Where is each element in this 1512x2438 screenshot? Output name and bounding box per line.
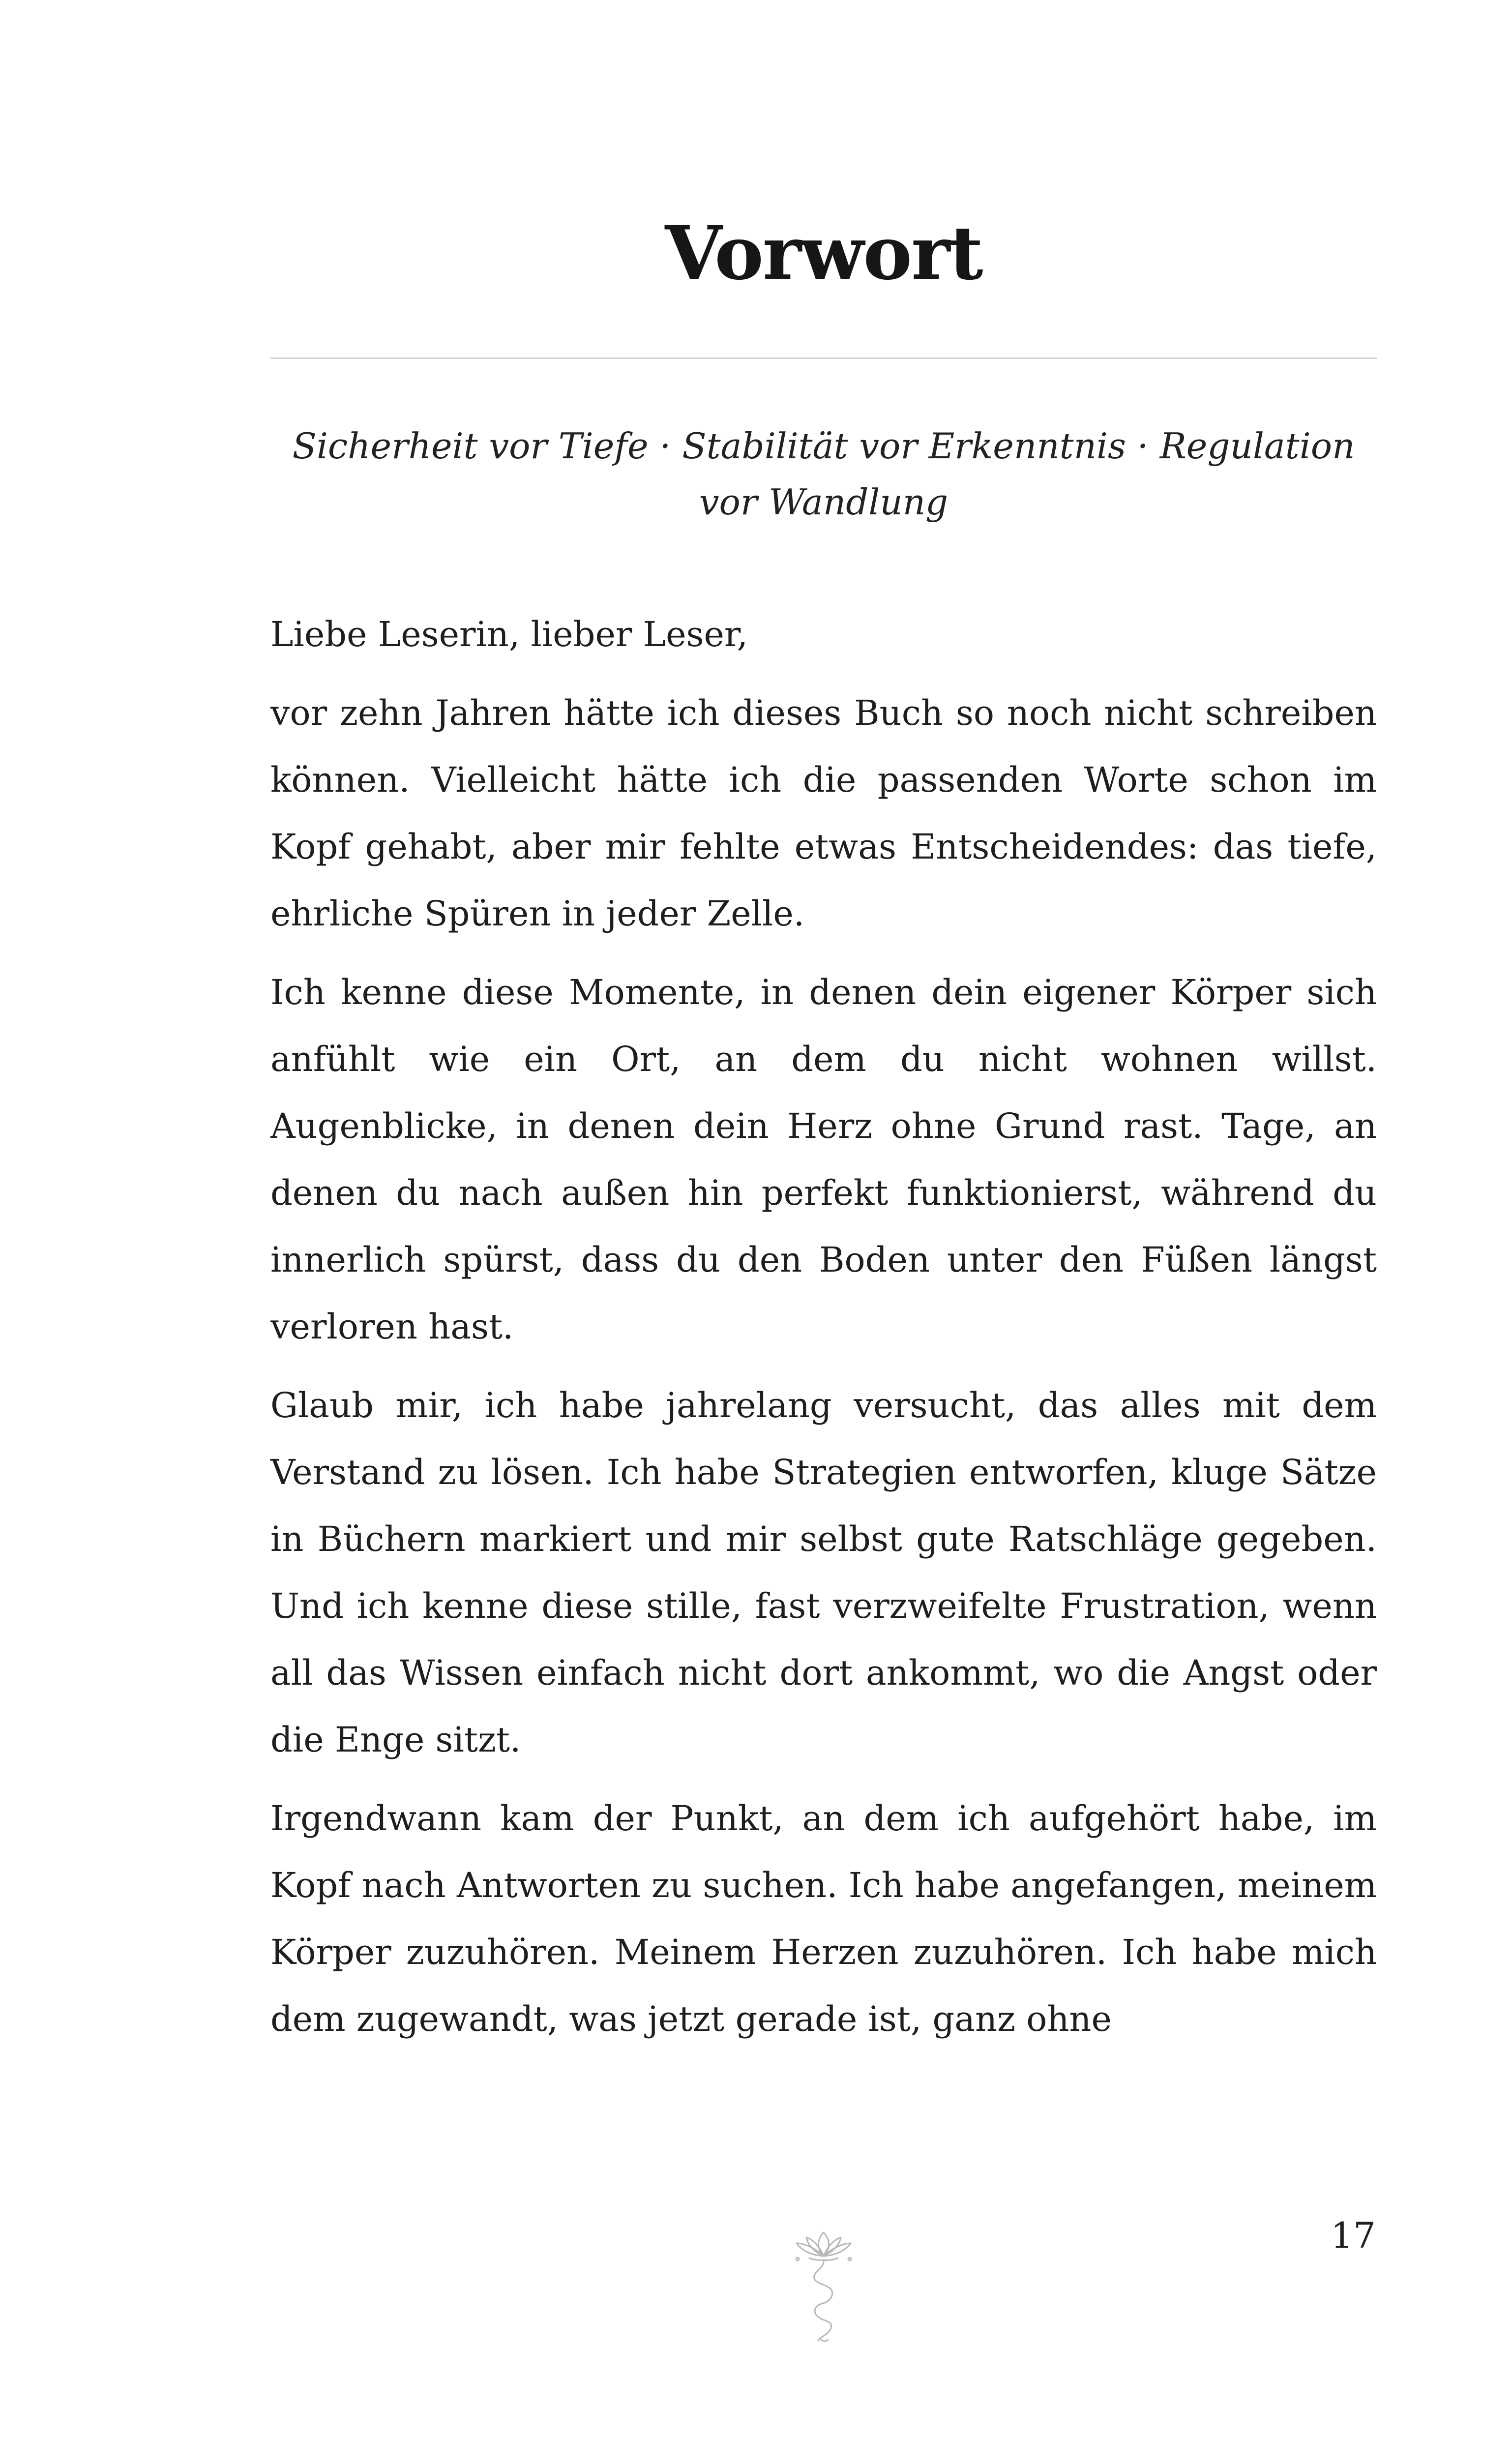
paragraph: vor zehn Jahren hätte ich dieses Buch so noch nicht schreiben können. Vielleicht hätte ich die passenden Worte schon im Kopf gehabt, aber mir fehlte etwas Entscheidendes: das tiefe, ehrliche Spüren in jeder Zelle. — [270, 693, 1377, 934]
chapter-title: Vorwort — [665, 210, 982, 297]
body-text — [270, 601, 1377, 2064]
paragraph: Irgendwann kam der Punkt, an dem ich aufgehört habe, im Kopf nach Antworten zu suchen. Ich habe angefangen, meinem Körper zuzuhören. Meinem Herzen zuzuhören. Ich habe mich dem zugewandt, was jetzt gerade ist, ganz ohne — [270, 1798, 1377, 2039]
chapter-motto: Sicherheit vor Tiefe · Stabilität vor Erkenntnis · Regulation vor Wandlung — [292, 425, 1355, 523]
paragraph-salutation: Liebe Leserin, lieber Leser, — [270, 614, 748, 654]
paragraph: Glaub mir, ich habe jahrelang versucht, das alles mit dem Verstand zu lösen. Ich habe Strategien entworfen, kluge Sätze in Büchern markiert und mir selbst gute Ratschläge gegeben. Und ich kenne diese stille, fast verzweifelte Frustration, wenn all das Wissen einfach nicht dort ankommt, wo die Angst oder die Enge sitzt. — [270, 1385, 1377, 1760]
paragraph: Ich kenne diese Momente, in denen dein eigener Körper sich anfühlt wie ein Ort, an dem du nicht wohnen willst. Augenblicke, in denen dein Herz ohne Grund rast. Tage, an denen du nach außen hin perfekt funktionierst, während du innerlich spürst, dass du den Boden unter den Füßen längst verloren hast. — [270, 972, 1377, 1347]
title-divider — [270, 357, 1377, 359]
lotus-icon — [782, 2223, 865, 2346]
page-number: 17 — [1331, 2215, 1376, 2256]
